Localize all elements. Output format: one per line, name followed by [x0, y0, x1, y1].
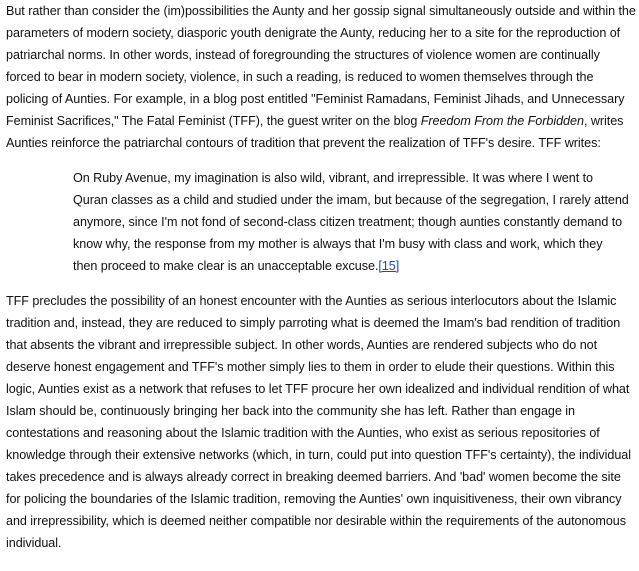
block-quote	[73, 167, 630, 277]
footnote-link[interactable]: [15]	[378, 259, 400, 273]
paragraph-1-text-a: But rather than consider the (im)possibilities the Aunty and her gossip signal simultaneously outside and within the parameters of modern society, diasporic youth denigrate the Aunty, reducing her to a site for the reproduction of patriarchal norms. In other words, instead of foregrounding the structures of violence women are continually forced to bear in modern society, violence, in such a reading, is reduced to women themselves through the policing of Aunties. For example, in a blog post entitled "Feminist Ramadans, Feminist Jihads, and Unnecessary Feminist Sacrifices," The Fatal Feminist (TFF), the guest writer on the blog	[6, 4, 636, 128]
block-quote-text: On Ruby Avenue, my imagination is also wild, vibrant, and irrepressible. It was where I went to Quran classes as a child and studied under the imam, but because of the segregation, I rarely attend anymore, since I'm not fond of second-class citizen treatment; though aunties constantly demand to know why, the response from my mother is always that I'm busy with class and work, which they then proceed to make clear is an unacceptable excuse.	[73, 171, 629, 273]
paragraph-1	[6, 0, 636, 154]
article-body	[6, 0, 636, 554]
paragraph-1-text-b: , writes Aunties reinforce the patriarchal contours of tradition that prevent the realization of TFF's desire. TFF writes:	[6, 114, 624, 150]
blog-title: Freedom From the Forbidden	[420, 114, 584, 128]
paragraph-2: TFF precludes the possibility of an honest encounter with the Aunties as serious interlocutors about the Islamic tradition and, instead, they are reduced to simply parroting what is deemed the Imam's bad rendition of tradition that absents the vibrant and irrepressible subject. In other words, Aunties are rendered subjects who do not deserve honest engagement and TFF's mother simply lies to them in order to elude their questions. Within this logic, Aunties exist as a network that refuses to let TFF procure her own idealized and individual rendition of what Islam should be, continuously bringing her back into the community she has left. Rather than engage in contestations and reasoning about the Islamic tradition with the Aunties, who exist as serious repositories of knowledge through their extensive networks (which, in turn, could put into question TFF's certainty), the individual takes precedence and is always already correct in breaking deemed barriers. And 'bad' women become the site for policing the boundaries of the Islamic tradition, removing the Aunties' own inquisitiveness, their own vibrancy and irrepressibility, which is deemed neither compatible nor desirable within the requirements of the autonomous individual.	[6, 294, 631, 550]
